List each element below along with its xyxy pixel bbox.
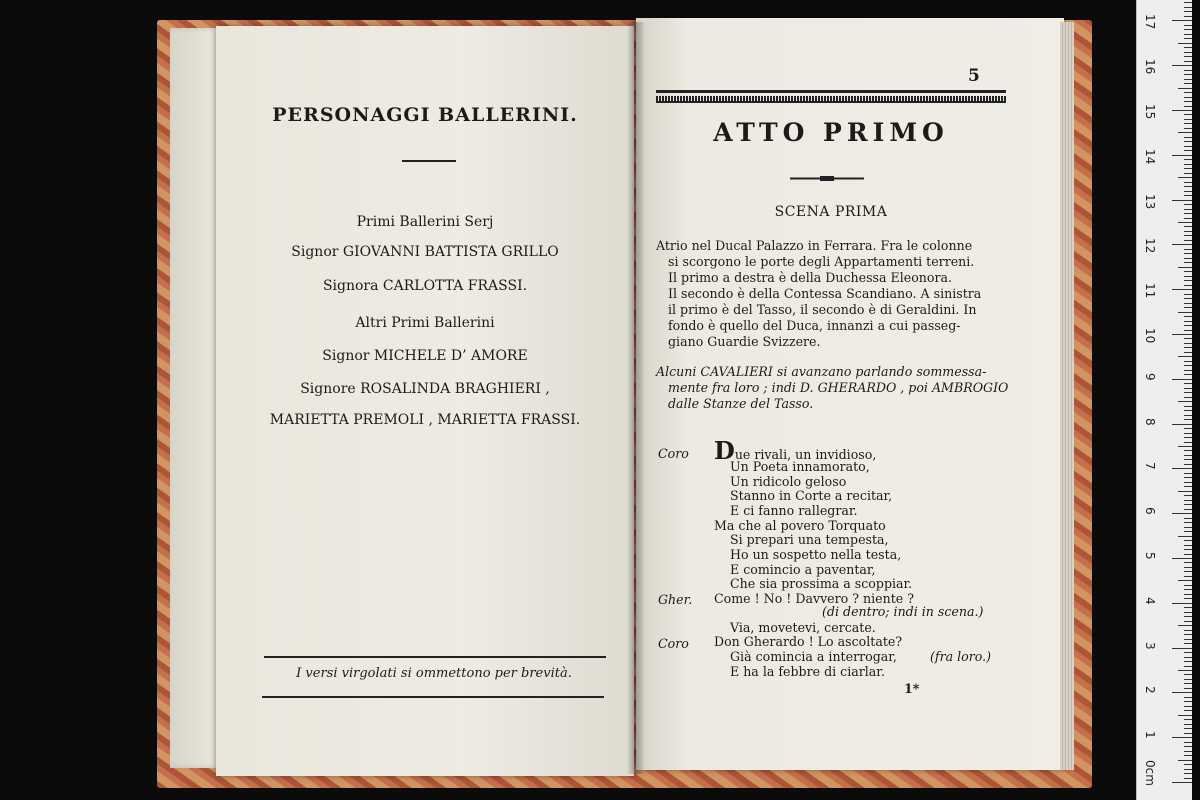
ruler-tick xyxy=(1184,527,1192,528)
ruler-tick xyxy=(1184,365,1192,366)
cast-line-frassi: Signora CARLOTTA FRASSI. xyxy=(322,278,528,294)
ruler-tick xyxy=(1184,661,1192,662)
ruler-tick xyxy=(1184,271,1192,272)
verse-line: Ma che al povero Torquato xyxy=(714,518,886,533)
ruler-tick xyxy=(1184,571,1192,572)
measuring-ruler xyxy=(1136,0,1192,800)
ruler-tick xyxy=(1184,509,1192,510)
ruler-tick xyxy=(1184,128,1192,129)
ruler-tick xyxy=(1184,150,1192,151)
footnote-bottom-rule xyxy=(262,696,604,698)
ruler-tick xyxy=(1184,751,1192,752)
verse-line: Già comincia a interrogar, xyxy=(730,649,897,664)
ruler-tick xyxy=(1184,168,1192,169)
ruler-tick xyxy=(1172,244,1192,245)
left-page xyxy=(216,26,634,776)
ruler-tick xyxy=(1184,643,1192,644)
ruler-tick xyxy=(1184,204,1192,205)
ruler-tick xyxy=(1178,715,1192,716)
ruler-tick xyxy=(1184,742,1192,743)
ruler-tick xyxy=(1184,146,1192,147)
ruler-tick xyxy=(1184,773,1192,774)
right-page-edge xyxy=(1060,22,1074,770)
ruler-tick xyxy=(1184,262,1192,263)
ruler-tick xyxy=(1172,558,1192,559)
ruler-tick xyxy=(1184,16,1192,17)
ruler-tick xyxy=(1184,562,1192,563)
ruler-tick xyxy=(1172,65,1192,66)
ruler-tick xyxy=(1184,347,1192,348)
ruler-tick xyxy=(1172,603,1192,604)
ruler-tick xyxy=(1184,679,1192,680)
ruler-tick xyxy=(1184,464,1192,465)
ruler-tick xyxy=(1178,491,1192,492)
ruler-tick xyxy=(1184,634,1192,635)
ruler-number: 1 xyxy=(1143,731,1157,739)
cast-line-braghieri: Signore ROSALINDA BRAGHIERI , xyxy=(300,381,550,397)
description-line: il primo è del Tasso, il secondo è di Geraldini. In xyxy=(668,302,977,317)
ruler-tick xyxy=(1184,106,1192,107)
ruler-tick xyxy=(1184,123,1192,124)
ruler-tick xyxy=(1184,410,1192,411)
title-rule xyxy=(402,160,456,162)
ruler-tick xyxy=(1184,531,1192,532)
ruler-tick xyxy=(1184,38,1192,39)
ruler-tick xyxy=(1184,415,1192,416)
ruler-tick xyxy=(1184,482,1192,483)
ruler-tick xyxy=(1184,397,1192,398)
ruler-tick xyxy=(1184,428,1192,429)
ruler-tick xyxy=(1184,213,1192,214)
ruler-tick xyxy=(1184,522,1192,523)
ruler-tick xyxy=(1184,450,1192,451)
ruler-tick xyxy=(1184,338,1192,339)
ruler-number: 8 xyxy=(1143,417,1157,426)
ruler-number: 13 xyxy=(1143,193,1157,209)
ruler-tick xyxy=(1184,639,1192,640)
ruler-tick xyxy=(1184,616,1192,617)
verse-line: Che sia prossima a scoppiar. xyxy=(730,576,913,591)
ruler-unit-label: 0cm xyxy=(1143,760,1157,786)
ruler-number: 16 xyxy=(1143,59,1157,75)
ruler-number: 17 xyxy=(1143,14,1157,30)
ruler-tick xyxy=(1178,356,1192,357)
ruler-tick xyxy=(1184,258,1192,259)
ruler-tick xyxy=(1184,316,1192,317)
left-page-title: PERSONAGGI BALLERINI. xyxy=(272,104,578,126)
ruler-tick xyxy=(1184,724,1192,725)
ruler-tick xyxy=(1184,186,1192,187)
description-line: Atrio nel Ducal Palazzo in Ferrara. Fra le colonne xyxy=(656,238,973,253)
ruler-tick xyxy=(1184,567,1192,568)
verse-line: E ci fanno rallegrar. xyxy=(730,503,858,518)
ruler-tick xyxy=(1184,218,1192,219)
verse-line: Come ! No ! Davvero ? niente ? xyxy=(714,591,914,606)
ornament-icon xyxy=(790,176,864,181)
ruler-tick xyxy=(1184,361,1192,362)
ruler-tick xyxy=(1172,468,1192,469)
ruler-tick xyxy=(1184,769,1192,770)
ruler-tick xyxy=(1184,325,1192,326)
speaker-label: Coro xyxy=(658,446,689,461)
ruler-tick xyxy=(1184,253,1192,254)
ruler-tick xyxy=(1184,370,1192,371)
ruler-tick xyxy=(1172,737,1192,738)
ruler-tick xyxy=(1184,137,1192,138)
ruler-tick xyxy=(1184,728,1192,729)
verse-line: Ho un sospetto nella testa, xyxy=(730,547,902,562)
ruler-tick xyxy=(1184,298,1192,299)
ruler-tick xyxy=(1172,334,1192,335)
ruler-tick xyxy=(1172,379,1192,380)
verse-line: E ha la febbre di ciarlar. xyxy=(730,664,885,679)
ruler-tick xyxy=(1172,20,1192,21)
ruler-tick xyxy=(1178,446,1192,447)
ruler-number: 7 xyxy=(1143,462,1157,471)
drop-cap: D xyxy=(714,436,735,465)
ruler-tick xyxy=(1184,285,1192,286)
stage-direction-line: mente fra loro ; indi D. GHERARDO , poi AMBROGIO xyxy=(668,380,1009,395)
ruler-tick xyxy=(1184,343,1192,344)
ruler-tick xyxy=(1184,276,1192,277)
cast-line-amore: Signor MICHELE D’ AMORE xyxy=(322,348,528,364)
ruler-tick xyxy=(1184,549,1192,550)
speaker-label: Coro xyxy=(658,636,689,651)
stage-aside: (di dentro; indi in scena.) xyxy=(822,604,984,619)
book-gutter xyxy=(628,22,644,774)
ruler-tick xyxy=(1184,101,1192,102)
ruler-tick xyxy=(1184,209,1192,210)
ruler-tick xyxy=(1184,2,1192,3)
ruler-tick xyxy=(1184,598,1192,599)
ruler-tick xyxy=(1184,29,1192,30)
ruler-tick xyxy=(1178,536,1192,537)
ruler-tick xyxy=(1172,289,1192,290)
ruler-tick xyxy=(1184,477,1192,478)
verse-line: Stanno in Corte a recitar, xyxy=(730,488,893,503)
ruler-tick xyxy=(1184,249,1192,250)
ruler-tick xyxy=(1184,697,1192,698)
ruler-tick xyxy=(1184,240,1192,241)
ruler-tick xyxy=(1184,500,1192,501)
ruler-tick xyxy=(1172,155,1192,156)
cast-heading-serj: Primi Ballerini Serj xyxy=(356,214,494,230)
ruler-tick xyxy=(1184,585,1192,586)
ruler-number: 5 xyxy=(1143,552,1157,560)
ruler-tick xyxy=(1184,294,1192,295)
ruler-tick xyxy=(1172,782,1192,783)
ruler-tick xyxy=(1184,61,1192,62)
ruler-tick xyxy=(1184,589,1192,590)
verse-line-rest: ue rivali, un invidioso, xyxy=(734,447,877,462)
ruler-tick xyxy=(1184,97,1192,98)
ruler-tick xyxy=(1184,383,1192,384)
ruler-number: 9 xyxy=(1143,372,1157,381)
ruler-tick xyxy=(1184,159,1192,160)
stage-direction-line: dalle Stanze del Tasso. xyxy=(668,396,814,411)
ruler-tick xyxy=(1184,652,1192,653)
ruler-tick xyxy=(1184,56,1192,57)
ruler-tick xyxy=(1184,114,1192,115)
ruler-tick xyxy=(1184,330,1192,331)
act-title: ATTO PRIMO xyxy=(713,118,949,147)
ruler-tick xyxy=(1184,666,1192,667)
ruler-tick xyxy=(1184,442,1192,443)
page-number: 5 xyxy=(968,66,980,86)
ruler-tick xyxy=(1184,576,1192,577)
speaker-label: Gher. xyxy=(658,592,693,607)
ruler-tick xyxy=(1184,226,1192,227)
ruler-tick xyxy=(1184,231,1192,232)
left-page-edge xyxy=(170,28,220,768)
ruler-tick xyxy=(1184,52,1192,53)
ruler-tick xyxy=(1184,141,1192,142)
stage-direction-line: Alcuni CAVALIERI si avanzano parlando sommessa- xyxy=(656,364,987,379)
ruler-tick xyxy=(1184,607,1192,608)
ruler-tick xyxy=(1184,352,1192,353)
ruler-tick xyxy=(1184,554,1192,555)
ruler-number: 4 xyxy=(1143,596,1157,605)
ruler-tick xyxy=(1184,164,1192,165)
ruler-number: 15 xyxy=(1143,104,1157,120)
description-line: Il secondo è della Contessa Scandiano. A sinistra xyxy=(668,286,982,301)
ruler-tick xyxy=(1178,625,1192,626)
signature-mark: 1* xyxy=(904,681,920,696)
ruler-tick xyxy=(1184,83,1192,84)
ruler-tick xyxy=(1184,191,1192,192)
ruler-tick xyxy=(1184,406,1192,407)
verse-line: Si prepari una tempesta, xyxy=(730,532,889,547)
ruler-tick xyxy=(1184,688,1192,689)
ruler-tick xyxy=(1172,513,1192,514)
ruler-tick xyxy=(1184,119,1192,120)
ruler-tick xyxy=(1178,88,1192,89)
ruler-tick xyxy=(1184,70,1192,71)
ruler-tick xyxy=(1184,92,1192,93)
ruler-tick xyxy=(1184,303,1192,304)
ruler-tick xyxy=(1184,495,1192,496)
ruler-tick xyxy=(1184,374,1192,375)
ruler-tick xyxy=(1178,580,1192,581)
ruler-tick xyxy=(1184,612,1192,613)
ruler-tick xyxy=(1184,755,1192,756)
description-line: Il primo a destra è della Duchessa Eleonora. xyxy=(668,270,953,285)
ruler-tick xyxy=(1184,674,1192,675)
verse-line: Don Gherardo ! Lo ascoltate? xyxy=(714,634,903,649)
ruler-tick xyxy=(1184,746,1192,747)
cast-line-premoli: MARIETTA PREMOLI , MARIETTA FRASSI. xyxy=(269,412,581,428)
ruler-tick xyxy=(1184,701,1192,702)
ruler-tick xyxy=(1184,182,1192,183)
ruler-tick xyxy=(1184,545,1192,546)
ruler-tick xyxy=(1178,177,1192,178)
ruler-tick xyxy=(1184,683,1192,684)
ruler-tick xyxy=(1184,518,1192,519)
ruler-tick xyxy=(1184,419,1192,420)
ruler-tick xyxy=(1184,778,1192,779)
ruler-tick xyxy=(1184,486,1192,487)
ruler-tick xyxy=(1184,630,1192,631)
ruler-tick xyxy=(1184,7,1192,8)
footnote-top-rule xyxy=(264,656,606,658)
ruler-tick xyxy=(1178,760,1192,761)
ruler-tick xyxy=(1184,504,1192,505)
ruler-tick xyxy=(1184,47,1192,48)
ruler-number: 12 xyxy=(1143,238,1157,254)
ruler-tick xyxy=(1184,307,1192,308)
ruler-number: 11 xyxy=(1143,283,1157,299)
footnote-text: I versi virgolati si ommettono per brevità. xyxy=(296,666,572,681)
cast-heading-altri: Altri Primi Ballerini xyxy=(355,315,495,331)
ruler-tick xyxy=(1178,312,1192,313)
ruler-tick xyxy=(1178,670,1192,671)
ruler-tick xyxy=(1184,173,1192,174)
cast-line-grillo: Signor GIOVANNI BATTISTA GRILLO xyxy=(291,244,559,260)
ruler-number: 6 xyxy=(1143,507,1157,515)
ruler-tick xyxy=(1172,648,1192,649)
stage-aside: (fra loro.) xyxy=(930,649,992,664)
header-rule-lower xyxy=(656,101,1006,103)
ruler-tick xyxy=(1184,34,1192,35)
ruler-tick xyxy=(1184,459,1192,460)
ruler-tick xyxy=(1178,267,1192,268)
verse-line: Via, movetevi, cercate. xyxy=(730,620,876,635)
ruler-tick xyxy=(1184,621,1192,622)
header-rule xyxy=(656,90,1006,93)
description-line: si scorgono le porte degli Appartamenti terreni. xyxy=(668,254,975,269)
ruler-tick xyxy=(1178,43,1192,44)
ruler-tick xyxy=(1184,392,1192,393)
ruler-tick xyxy=(1184,79,1192,80)
ruler-tick xyxy=(1184,540,1192,541)
ruler-number: 2 xyxy=(1143,686,1157,695)
ruler-tick xyxy=(1172,424,1192,425)
ruler-tick xyxy=(1184,733,1192,734)
ruler-tick xyxy=(1184,321,1192,322)
ruler-tick xyxy=(1184,657,1192,658)
ruler-tick xyxy=(1172,110,1192,111)
ruler-tick xyxy=(1172,200,1192,201)
ruler-tick xyxy=(1184,280,1192,281)
ruler-tick xyxy=(1184,433,1192,434)
ruler-tick xyxy=(1172,692,1192,693)
ruler-tick xyxy=(1184,594,1192,595)
ruler-number: 10 xyxy=(1143,328,1157,344)
verse-line: Un Poeta innamorato, xyxy=(730,459,870,474)
ruler-tick xyxy=(1184,710,1192,711)
ruler-number: 3 xyxy=(1143,641,1157,650)
ruler-tick xyxy=(1184,11,1192,12)
ruler-tick xyxy=(1184,719,1192,720)
ruler-number: 14 xyxy=(1143,148,1157,165)
ruler-tick xyxy=(1184,706,1192,707)
ruler-tick xyxy=(1184,473,1192,474)
description-line: giano Guardie Svizzere. xyxy=(668,334,821,349)
ruler-tick xyxy=(1184,195,1192,196)
ruler-tick xyxy=(1184,25,1192,26)
ruler-tick xyxy=(1184,455,1192,456)
verse-line: E comincio a paventar, xyxy=(730,562,876,577)
ruler-tick xyxy=(1178,132,1192,133)
ruler-tick xyxy=(1184,388,1192,389)
scene-title: SCENA PRIMA xyxy=(774,204,888,220)
ruler-tick xyxy=(1178,401,1192,402)
ruler-tick xyxy=(1178,222,1192,223)
verse-line: Un ridicolo geloso xyxy=(730,474,847,489)
ruler-tick xyxy=(1184,764,1192,765)
description-line: fondo è quello del Duca, innanzi a cui passeg- xyxy=(668,318,961,333)
ruler-tick xyxy=(1184,74,1192,75)
ruler-tick xyxy=(1184,437,1192,438)
ruler-tick xyxy=(1184,235,1192,236)
